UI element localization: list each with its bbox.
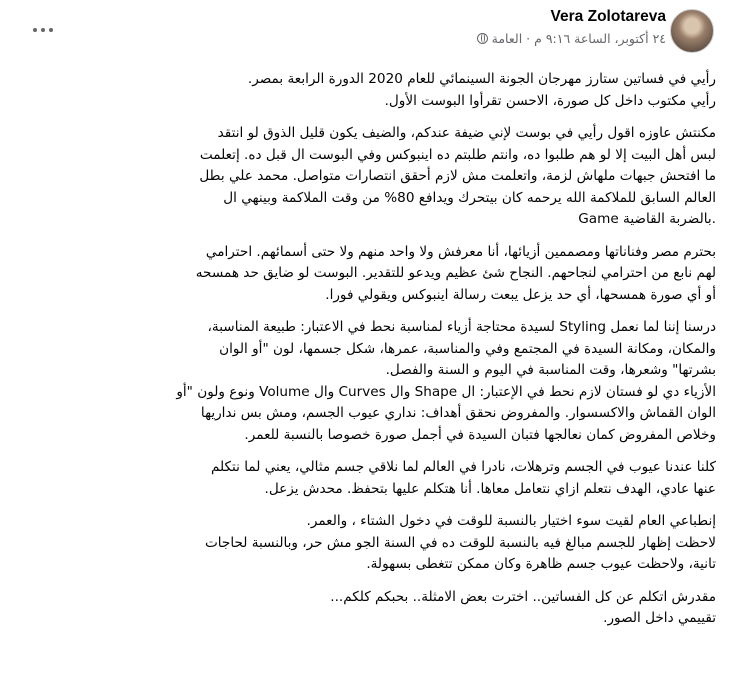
post-text-line: مقدرش اتكلم عن كل الفساتين.. اخترت بعض الامثلة.. بحبكم كلكم... bbox=[330, 588, 716, 605]
post-text-line: أو أي صورة همسحها، أي حد يزعل يبعت رسالة اينبوكس ويقولي فورا. bbox=[325, 286, 716, 303]
post-paragraph bbox=[16, 317, 716, 446]
dot bbox=[41, 28, 45, 32]
post-text-line: تانية، ولاحظت عيوب جسم ظاهرة وكان ممكن تتغطى بسهولة. bbox=[366, 556, 716, 572]
post-text-line: Game بالضربة القاضية. bbox=[578, 211, 716, 227]
post-text-line: كلنا عندنا عيوب في الجسم وترهلات، نادرا في العالم لما نلاقي جسم مثالي، يعني لما نتكلم bbox=[211, 459, 716, 475]
post-paragraph bbox=[16, 457, 716, 500]
post-text-line: بشرتها" وشعرها، وقت المناسبة في اليوم و السنة والفصل. bbox=[385, 362, 716, 378]
post-text-line: لهم نابع من احترامي لنجاحهم. النجاح شئ عظيم ويدعو للتقدير. البوست لو ضايق حد همسحه bbox=[195, 265, 716, 281]
author-name[interactable]: Vera Zolotareva bbox=[550, 8, 666, 25]
post-text-line: ما افتحش جبهات ملهاش لزمة، واتعلمت مش لازم أحقق انتصارات متواصل. محمد علي بطل bbox=[199, 168, 716, 184]
post-text-line: مكنتش عاوزه اقول رأيي في بوست لإني ضيفة عندكم، والضيف يكون قليل الذوق لو انتقد bbox=[217, 125, 716, 141]
post-text-line: وخلاص المفروض كمان نعالجها فتبان السيدة في أجمل صورة خصوصا بالنسبة للعمر. bbox=[244, 426, 716, 443]
dot bbox=[33, 28, 37, 32]
post-text-line: عنها عادي، الهدف نتعلم ازاي نتعامل معاها. أنا هتكلم عليها بتحفظ. محدش يزعل. bbox=[264, 480, 716, 497]
post-paragraph bbox=[16, 123, 716, 231]
post-text-line: رأيي في فساتين ستارز مهرجان الجونة السينمائي للعام 2020 الدورة الرابعة بمصر. bbox=[247, 71, 716, 87]
post-text-line: العالم السابق للملاكمة الله يرحمه كان بيتحرك ويدافع 80% من وقت الملاكمة وبينهي ال bbox=[223, 189, 716, 206]
avatar[interactable] bbox=[670, 9, 714, 53]
post-text-line: الوان القماش والاكسسوار. والمفروض نحقق أهداف: نداري عيوب الجسم، ومش بس نداريها bbox=[200, 405, 716, 421]
post-text-line: والمكان، ومكانة السيدة في المجتمع وفي والمناسبة، عمرها، شكل جسمها، لون "أو الوان bbox=[219, 340, 716, 357]
post-text-line: رأيي مكتوب داخل كل صورة، الاحسن تقرأوا البوست الأول. bbox=[384, 92, 716, 109]
post-paragraph bbox=[16, 587, 716, 630]
author-info bbox=[473, 6, 666, 48]
post-text-line: بحترم مصر وفناناتها ومصممين أزيائها، أنا معرفش ولا واحد منهم ولا حتى أسمائهم. احترامي bbox=[205, 243, 716, 260]
post-text-line: إنطباعي العام لقيت سوء اختيار بالنسبة للوقت في دخول الشتاء ، والعمر. bbox=[306, 513, 716, 529]
post-timestamp[interactable]: ٢٤ أكتوبر، الساعة ٩:١٦ م · العامة bbox=[491, 31, 666, 46]
post-text-line: تقييمي داخل الصور. bbox=[603, 610, 716, 626]
post-paragraph bbox=[16, 242, 716, 307]
post-header bbox=[0, 0, 732, 64]
post-text-line: درسنا إننا لما نعمل Styling لسيدة محتاجة أزياء لمناسبة نحط في الاعتبار: طبيعة المناسبة، bbox=[207, 319, 716, 335]
more-options-icon[interactable] bbox=[28, 18, 58, 42]
globe-icon bbox=[477, 33, 488, 44]
post-text-line: لاحظت إظهار للجسم مبالغ فيه بالنسبة للوقت ده في السنة الجو مش حر، وبالنسبة لحاجات bbox=[204, 534, 716, 551]
dot bbox=[49, 28, 53, 32]
post-text-line: الأزياء دي لو فستان لازم نحط في الإعتبار: ال Shape وال Curves وال Volume ونوع ولون "أو bbox=[176, 383, 716, 400]
post-paragraph bbox=[16, 511, 716, 576]
post-meta bbox=[473, 30, 666, 48]
post-paragraph bbox=[16, 69, 716, 112]
post-body bbox=[16, 69, 716, 641]
post-text-line: لبس أهل البيت إلا لو هم طلبوا ده، وانتم طلبتم ده اينبوكس وفي البوست ال قبل ده. إتعلمت bbox=[199, 146, 716, 163]
